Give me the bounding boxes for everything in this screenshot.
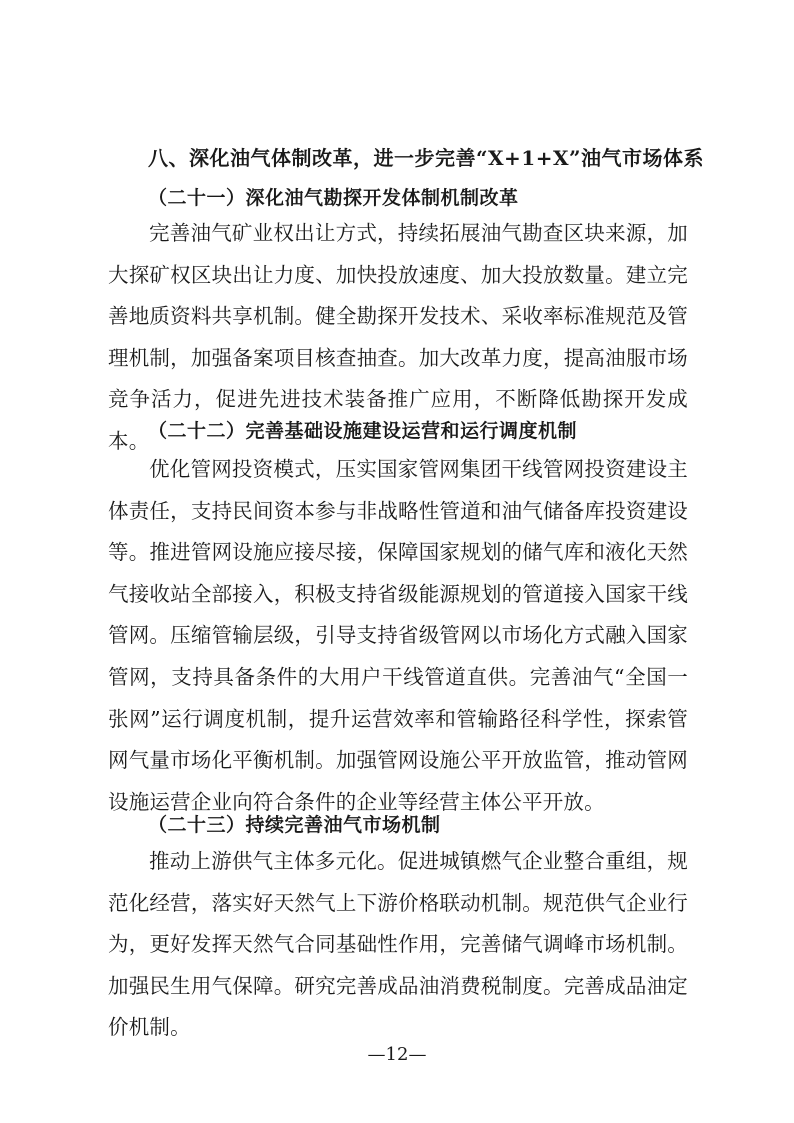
subsection-heading-21: （二十一）深化油气勘探开发体制机制改革 — [148, 187, 519, 209]
subsection-heading-23: （二十三）持续完善油气市场机制 — [148, 814, 441, 836]
subsection-paragraph-21: 完善油气矿业权出让方式，持续拓展油气勘查区块来源，加大探矿权区块出让力度、加快投放速度、加大投放数量。建立完善地质资料共享机制。健全勘探开发技术、采收率标准规范及管理机制，加强备案项目核查抽查。加大改革力度，提高油服市场竞争活力，促进先进技术装备推广应用，不断降低勘探开发成本。 — [108, 221, 688, 453]
subsection-heading-22: （二十二）完善基础设施建设运营和运行调度机制 — [148, 420, 578, 442]
subsection-paragraph-22: 优化管网投资模式，压实国家管网集团干线管网投资建设主体责任，支持民间资本参与非战略性管道和油气储备库投资建设等。推进管网设施应接尽接，保障国家规划的储气库和液化天然气接收站全部接入，积极支持省级能源规划的管道接入国家干线管网。压缩管输层级，引导支持省级管网以市场化方式融入国家管网，支持具备条件的大用户干线管道直供。完善油气“全国一张网”运行调度机制，提升运营效率和管输路径科学性，探索管网气量市场化平衡机制。加强管网设施公平开放监管，推动管网设施运营企业向符合条件的企业等经营主体公平开放。 — [108, 457, 688, 814]
subsection-paragraph-23: 推动上游供气主体多元化。促进城镇燃气企业整合重组，规范化经营，落实好天然气上下游价格联动机制。规范供气企业行为，更好发挥天然气合同基础性作用，完善储气调峰市场机制。加强民生用气保障。研究完善成品油消费税制度。完善成品油定价机制。 — [108, 849, 688, 1040]
page-number: —12— — [367, 1044, 427, 1065]
section-heading: 八、深化油气体制改革，进一步完善“X+1+X”油气市场体系 — [148, 146, 704, 170]
